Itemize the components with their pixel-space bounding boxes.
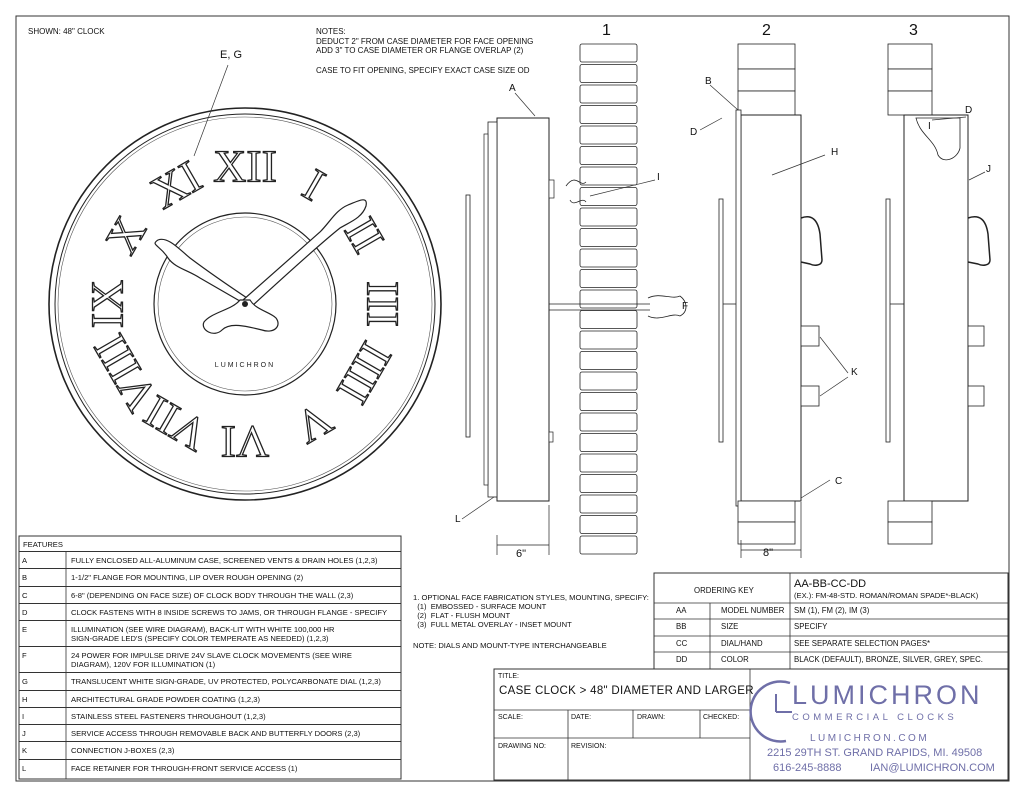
feature-row (19, 690, 401, 708)
numeral-xii: XII (213, 140, 277, 192)
wall-brick (580, 44, 637, 62)
feature-text: ILLUMINATION (SEE WIRE DIAGRAM), BACK-LIT WITH WHITE 100,000 HR (71, 625, 335, 635)
feature-text: ARCHITECTURAL GRADE POWDER COATING (1,2,3) (71, 694, 261, 704)
wall-brick (580, 434, 637, 452)
ordering-key-example: (EX.): FM-48-STD. ROMAN/ROMAN SPADE*-BLACK) (794, 591, 979, 600)
side-view-1 (466, 118, 580, 501)
feature-text: FULLY ENCLOSED ALL-ALUMINUM CASE, SCREENED VENTS & DRAIN HOLES (1,2,3) (71, 556, 378, 565)
hour-hand (155, 239, 250, 304)
wall-brick (580, 147, 637, 165)
wall-brick (580, 188, 637, 206)
wall-brick (580, 106, 637, 124)
note-line-1: DEDUCT 2" FROM CASE DIAMETER FOR FACE OPENING (316, 37, 534, 46)
wall-brick (580, 495, 637, 513)
checked-label: CHECKED: (703, 714, 740, 721)
callout-e-g: E, G (220, 49, 243, 61)
feature-row (19, 707, 401, 725)
wall-section (580, 44, 637, 554)
options-line-1: 1. OPTIONAL FACE FABRICATION STYLES, MOUNTING, SPECIFY: (413, 593, 649, 602)
revision-label: REVISION: (571, 743, 607, 750)
numeral-v: V (286, 393, 342, 454)
feature-row (19, 672, 401, 690)
feature-row (19, 759, 401, 777)
note-line-3: CASE TO FIT OPENING, SPECIFY EXACT CASE SIZE OD (316, 66, 530, 75)
feature-row (19, 568, 401, 586)
feature-key: H (22, 694, 28, 704)
wall-brick (580, 65, 637, 83)
ordering-field: COLOR (721, 655, 749, 664)
options-line-3: (2) FLAT - FLUSH MOUNT (413, 611, 511, 620)
feature-text: TRANSLUCENT WHITE SIGN-GRADE, UV PROTECTED, POLYCARBONATE DIAL (1,2,3) (71, 677, 381, 687)
ordering-field: MODEL NUMBER (721, 606, 785, 615)
ordering-code: AA (676, 606, 687, 615)
callout-l: L (455, 514, 461, 525)
view-number-1: 1 (602, 22, 611, 39)
callout-k: K (851, 367, 858, 378)
callout-j: J (986, 164, 991, 175)
callout-d-view3: D (965, 105, 973, 116)
wall-brick (580, 167, 637, 185)
feature-key: I (22, 711, 25, 721)
feature-key: C (22, 590, 28, 600)
feature-key: K (22, 746, 28, 756)
wall-brick (580, 311, 637, 329)
wall-brick (580, 413, 637, 431)
wall-brick (580, 270, 637, 288)
callout-a: A (509, 83, 516, 94)
numeral-ix: IX (81, 279, 133, 329)
callout-d: D (690, 127, 698, 138)
drawing-no-label: DRAWING NO: (498, 743, 546, 750)
notes-title: NOTES: (316, 27, 346, 36)
company-address: 2215 29TH ST. GRAND RAPIDS, MI. 49508 (767, 747, 983, 759)
company-website: LUMICHRON.COM (810, 733, 930, 744)
scale-label: SCALE: (498, 714, 523, 721)
callout-f: F (682, 301, 689, 312)
side-view-2 (719, 44, 822, 544)
side-view-3 (886, 44, 990, 544)
date-label: DATE: (571, 714, 592, 721)
callout-i: I (657, 172, 660, 183)
drawing-title: CASE CLOCK > 48" DIAMETER AND LARGER (499, 685, 754, 697)
numeral-i: I (294, 158, 334, 211)
wall-brick (580, 229, 637, 247)
ordering-field: SIZE (721, 622, 739, 631)
options-note-2: NOTE: DIALS AND MOUNT-TYPE INTERCHANGEABLE (413, 641, 607, 650)
wall-brick (580, 208, 637, 226)
view-number-3: 3 (909, 22, 918, 39)
clock-face (49, 108, 441, 500)
ordering-value: SM (1), FM (2), IM (3) (794, 606, 870, 615)
feature-key: F (22, 651, 27, 661)
drawn-label: DRAWN: (637, 714, 666, 721)
feature-row (19, 551, 401, 569)
feature-row (19, 741, 401, 759)
dimension-6-inch: 6" (516, 548, 527, 560)
feature-key: J (22, 729, 26, 739)
wall-brick (580, 249, 637, 267)
wall-brick (580, 536, 637, 554)
callout-c: C (835, 476, 843, 487)
numeral-xi: XI (142, 150, 210, 219)
feature-key: E (22, 625, 28, 635)
hand-counterweight (203, 300, 278, 333)
wall-brick (580, 290, 637, 308)
callout-h: H (831, 147, 839, 158)
dimension-8-inch: 8" (763, 547, 774, 559)
wall-brick (580, 352, 637, 370)
feature-text: FACE RETAINER FOR THROUGH-FRONT SERVICE ACCESS (1) (71, 763, 298, 773)
wall-brick (580, 516, 637, 534)
numeral-iii: III (357, 281, 409, 327)
numeral-ii: II (334, 208, 395, 262)
dial-brand-mark: LUMICHRON (214, 362, 276, 369)
feature-key: G (22, 677, 28, 687)
features-header: FEATURES (23, 540, 63, 549)
callout-i-view3: I (928, 121, 931, 132)
ordering-value: SPECIFY (794, 622, 828, 631)
title-label: TITLE: (498, 673, 520, 680)
feature-text: 6-8" (DEPENDING ON FACE SIZE) OF CLOCK BODY THROUGH THE WALL (2,3) (71, 590, 354, 600)
feature-row (19, 586, 401, 604)
ordering-value: BLACK (DEFAULT), BRONZE, SILVER, GREY, SPEC. (794, 655, 983, 664)
callout-b: B (705, 76, 712, 87)
ordering-code: DD (676, 655, 688, 664)
company-phone: 616-245-8888 (773, 762, 842, 774)
ordering-code: CC (676, 639, 688, 648)
wall-brick (580, 372, 637, 390)
wall-brick (580, 393, 637, 411)
feature-key: A (22, 556, 28, 565)
feature-text: STAINLESS STEEL FASTENERS THROUGHOUT (1,2,3) (71, 711, 266, 721)
numeral-viii: VIII (83, 325, 168, 421)
feature-text: CONNECTION J-BOXES (2,3) (71, 746, 175, 756)
ordering-key-header: ORDERING KEY (694, 586, 754, 595)
options-line-2: (1) EMBOSSED - SURFACE MOUNT (413, 602, 547, 611)
ordering-value: SEE SEPARATE SELECTION PAGES* (794, 639, 931, 648)
wall-brick (580, 475, 637, 493)
numeral-vi: VI (220, 416, 270, 468)
feature-row (19, 603, 401, 621)
company-email: IAN@LUMICHRON.COM (870, 762, 995, 774)
feature-key: D (22, 607, 28, 617)
wall-brick (580, 454, 637, 472)
ordering-key-code: AA-BB-CC-DD (794, 578, 867, 590)
company-tagline: COMMERCIAL CLOCKS (792, 712, 958, 723)
feature-text-line-2: SIGN-GRADE LED'S (SPECIFY COLOR TEMPERATE AS NEEDED) (1,2,3) (71, 634, 329, 644)
feature-row (19, 620, 401, 647)
feature-key: L (22, 763, 27, 773)
numeral-iiii: IIII (327, 333, 402, 413)
feature-text: 1-1/2" FLANGE FOR MOUNTING, LIP OVER ROUGH OPENING (2) (71, 573, 304, 583)
numeral-vii: VII (135, 385, 217, 462)
wall-brick (580, 126, 637, 144)
ordering-code: BB (676, 622, 687, 631)
feature-text: CLOCK FASTENS WITH 8 INSIDE SCREWS TO JAMS, OR THROUGH FLANGE - SPECIFY (71, 607, 388, 617)
feature-text: 24 POWER FOR IMPULSE DRIVE 24V SLAVE CLOCK MOVEMENTS (SEE WIRE (71, 651, 352, 661)
feature-text-line-2: DIAGRAM), 120V FOR ILLUMINATION (1) (71, 660, 216, 670)
feature-key: B (22, 573, 28, 583)
numeral-x: X (95, 207, 156, 263)
view-number-2: 2 (762, 22, 771, 39)
shown-label: SHOWN: 48" CLOCK (28, 27, 105, 36)
wall-brick (580, 85, 637, 103)
wall-brick (580, 331, 637, 349)
ordering-field: DIAL/HAND (721, 639, 763, 648)
feature-text: SERVICE ACCESS THROUGH REMOVABLE BACK AND BUTTERFLY DOORS (2,3) (71, 729, 361, 739)
feature-row (19, 724, 401, 742)
feature-row (19, 646, 401, 673)
note-line-2: ADD 3" TO CASE DIAMETER OR FLANGE OVERLAP (2) (316, 46, 524, 55)
company-name: LUMICHRON (792, 680, 983, 710)
options-line-4: (3) FULL METAL OVERLAY - INSET MOUNT (413, 620, 572, 629)
